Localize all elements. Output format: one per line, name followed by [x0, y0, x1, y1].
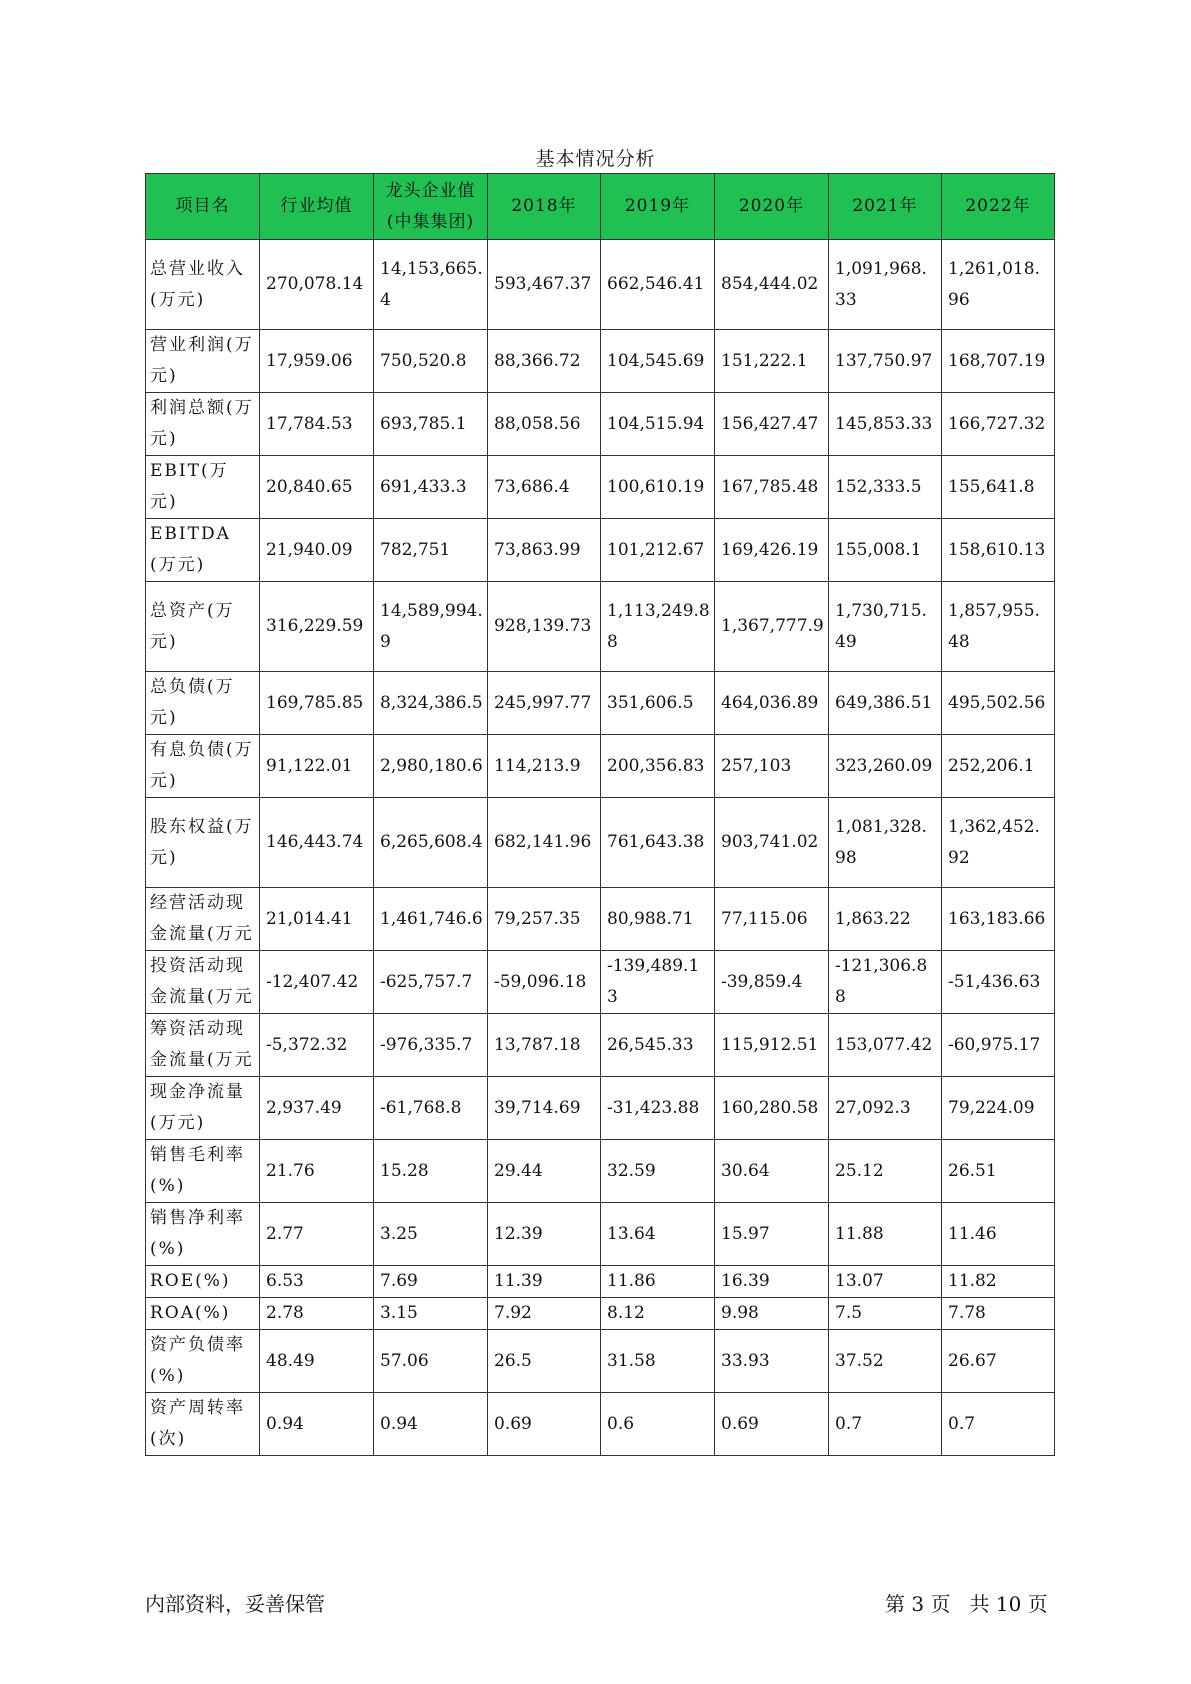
row-label-cell: 营业利润(万元)	[146, 330, 260, 393]
value-cell: 77,115.06	[715, 888, 829, 951]
value-cell: 21,014.41	[260, 888, 374, 951]
row-label-cell: 资产周转率(次)	[146, 1393, 260, 1456]
value-cell: 200,356.83	[601, 735, 715, 798]
value-cell: 1,367,777.9	[715, 582, 829, 672]
total-pages: 10	[995, 1592, 1022, 1616]
row-label-cell: 投资活动现金流量(万元	[146, 951, 260, 1014]
value-cell: 25.12	[829, 1140, 942, 1203]
value-cell: 158,610.13	[942, 519, 1055, 582]
value-cell: 351,606.5	[601, 672, 715, 735]
value-cell: -61,768.8	[374, 1077, 488, 1140]
row-label-cell: EBIT(万元)	[146, 456, 260, 519]
row-label-cell: 总营业收入(万元)	[146, 240, 260, 330]
value-cell: 11.86	[601, 1266, 715, 1298]
value-cell: 32.59	[601, 1140, 715, 1203]
value-cell: 2,937.49	[260, 1077, 374, 1140]
value-cell: 11.46	[942, 1203, 1055, 1266]
value-cell: 101,212.67	[601, 519, 715, 582]
value-cell: 168,707.19	[942, 330, 1055, 393]
header-row	[146, 174, 1055, 240]
value-cell: 682,141.96	[488, 798, 601, 888]
value-cell: 693,785.1	[374, 393, 488, 456]
value-cell: 15.28	[374, 1140, 488, 1203]
value-cell: 1,261,018.96	[942, 240, 1055, 330]
value-cell: 257,103	[715, 735, 829, 798]
value-cell: 8.12	[601, 1298, 715, 1330]
page-suffix: 页	[930, 1592, 951, 1616]
table-row	[146, 1266, 1055, 1298]
header-cell: 2022年	[942, 174, 1055, 240]
value-cell: 252,206.1	[942, 735, 1055, 798]
value-cell: 48.49	[260, 1330, 374, 1393]
row-label-cell: 股东权益(万元)	[146, 798, 260, 888]
row-label-cell: 总负债(万元)	[146, 672, 260, 735]
total-prefix: 共	[969, 1592, 990, 1616]
value-cell: 15.97	[715, 1203, 829, 1266]
header-cell: 项目名	[146, 174, 260, 240]
value-cell: 11.82	[942, 1266, 1055, 1298]
table-row	[146, 1393, 1055, 1456]
value-cell: 1,081,328.98	[829, 798, 942, 888]
value-cell: 750,520.8	[374, 330, 488, 393]
value-cell: 3.15	[374, 1298, 488, 1330]
value-cell: 11.88	[829, 1203, 942, 1266]
value-cell: 0.69	[715, 1393, 829, 1456]
value-cell: 13.07	[829, 1266, 942, 1298]
value-cell: 153,077.42	[829, 1014, 942, 1077]
value-cell: 270,078.14	[260, 240, 374, 330]
value-cell: 691,433.3	[374, 456, 488, 519]
table-row	[146, 582, 1055, 672]
value-cell: 323,260.09	[829, 735, 942, 798]
value-cell: 1,863.22	[829, 888, 942, 951]
table-row	[146, 393, 1055, 456]
table-header	[146, 174, 1055, 240]
value-cell: 903,741.02	[715, 798, 829, 888]
value-cell: 26,545.33	[601, 1014, 715, 1077]
value-cell: -39,859.4	[715, 951, 829, 1014]
value-cell: 152,333.5	[829, 456, 942, 519]
value-cell: 167,785.48	[715, 456, 829, 519]
table-row	[146, 1298, 1055, 1330]
value-cell: 79,224.09	[942, 1077, 1055, 1140]
value-cell: -60,975.17	[942, 1014, 1055, 1077]
value-cell: 1,362,452.92	[942, 798, 1055, 888]
value-cell: -139,489.13	[601, 951, 715, 1014]
value-cell: 33.93	[715, 1330, 829, 1393]
header-cell: 2020年	[715, 174, 829, 240]
value-cell: 0.7	[942, 1393, 1055, 1456]
value-cell: 114,213.9	[488, 735, 601, 798]
table-row	[146, 1140, 1055, 1203]
value-cell: 57.06	[374, 1330, 488, 1393]
value-cell: 26.5	[488, 1330, 601, 1393]
value-cell: -625,757.7	[374, 951, 488, 1014]
value-cell: 16.39	[715, 1266, 829, 1298]
value-cell: 21,940.09	[260, 519, 374, 582]
value-cell: 0.94	[374, 1393, 488, 1456]
value-cell: 155,641.8	[942, 456, 1055, 519]
table-row	[146, 735, 1055, 798]
table-body	[146, 240, 1055, 1456]
value-cell: 146,443.74	[260, 798, 374, 888]
table-row	[146, 330, 1055, 393]
value-cell: 37.52	[829, 1330, 942, 1393]
value-cell: -121,306.88	[829, 951, 942, 1014]
value-cell: 31.58	[601, 1330, 715, 1393]
value-cell: 17,959.06	[260, 330, 374, 393]
value-cell: 13.64	[601, 1203, 715, 1266]
row-label-cell: ROE(%)	[146, 1266, 260, 1298]
value-cell: 782,751	[374, 519, 488, 582]
value-cell: 115,912.51	[715, 1014, 829, 1077]
value-cell: 2,980,180.6	[374, 735, 488, 798]
value-cell: 137,750.97	[829, 330, 942, 393]
value-cell: 155,008.1	[829, 519, 942, 582]
header-cell: 龙头企业值(中集集团)	[374, 174, 488, 240]
value-cell: 6,265,608.4	[374, 798, 488, 888]
value-cell: 7.5	[829, 1298, 942, 1330]
total-suffix: 页	[1027, 1592, 1048, 1616]
value-cell: 151,222.1	[715, 330, 829, 393]
value-cell: 1,461,746.6	[374, 888, 488, 951]
value-cell: 169,426.19	[715, 519, 829, 582]
table-row	[146, 456, 1055, 519]
table-caption: 基本情况分析	[535, 148, 656, 170]
value-cell: 1,730,715.49	[829, 582, 942, 672]
value-cell: 29.44	[488, 1140, 601, 1203]
value-cell: 100,610.19	[601, 456, 715, 519]
value-cell: 166,727.32	[942, 393, 1055, 456]
value-cell: 12.39	[488, 1203, 601, 1266]
row-label-cell: ROA(%)	[146, 1298, 260, 1330]
value-cell: 13,787.18	[488, 1014, 601, 1077]
table-row	[146, 888, 1055, 951]
value-cell: 88,058.56	[488, 393, 601, 456]
value-cell: 1,113,249.88	[601, 582, 715, 672]
value-cell: 163,183.66	[942, 888, 1055, 951]
value-cell: 649,386.51	[829, 672, 942, 735]
footer-page-indicator	[885, 1588, 1048, 1617]
value-cell: 3.25	[374, 1203, 488, 1266]
value-cell: 2.77	[260, 1203, 374, 1266]
value-cell: 7.92	[488, 1298, 601, 1330]
value-cell: -51,436.63	[942, 951, 1055, 1014]
header-cell: 2021年	[829, 174, 942, 240]
value-cell: 6.53	[260, 1266, 374, 1298]
value-cell: 39,714.69	[488, 1077, 601, 1140]
value-cell: 7.78	[942, 1298, 1055, 1330]
value-cell: 104,545.69	[601, 330, 715, 393]
value-cell: 160,280.58	[715, 1077, 829, 1140]
value-cell: 169,785.85	[260, 672, 374, 735]
page-prefix: 第	[885, 1592, 905, 1616]
value-cell: 854,444.02	[715, 240, 829, 330]
value-cell: 0.6	[601, 1393, 715, 1456]
value-cell: 761,643.38	[601, 798, 715, 888]
value-cell: 27,092.3	[829, 1077, 942, 1140]
value-cell: 245,997.77	[488, 672, 601, 735]
footer-confidential-note: 内部资料，妥善保管	[145, 1592, 325, 1616]
value-cell: 79,257.35	[488, 888, 601, 951]
value-cell: 14,589,994.9	[374, 582, 488, 672]
value-cell: 14,153,665.4	[374, 240, 488, 330]
value-cell: 464,036.89	[715, 672, 829, 735]
value-cell: 17,784.53	[260, 393, 374, 456]
header-cell: 2018年	[488, 174, 601, 240]
value-cell: 495,502.56	[942, 672, 1055, 735]
value-cell: 662,546.41	[601, 240, 715, 330]
header-cell: 行业均值	[260, 174, 374, 240]
header-cell: 2019年	[601, 174, 715, 240]
value-cell: 145,853.33	[829, 393, 942, 456]
table-row	[146, 519, 1055, 582]
value-cell: 21.76	[260, 1140, 374, 1203]
row-label-cell: EBITDA(万元)	[146, 519, 260, 582]
value-cell: 91,122.01	[260, 735, 374, 798]
value-cell: 104,515.94	[601, 393, 715, 456]
value-cell: 30.64	[715, 1140, 829, 1203]
row-label-cell: 资产负债率(%)	[146, 1330, 260, 1393]
value-cell: 9.98	[715, 1298, 829, 1330]
row-label-cell: 筹资活动现金流量(万元	[146, 1014, 260, 1077]
row-label-cell: 经营活动现金流量(万元	[146, 888, 260, 951]
value-cell: 26.67	[942, 1330, 1055, 1393]
value-cell: 2.78	[260, 1298, 374, 1330]
value-cell: -5,372.32	[260, 1014, 374, 1077]
row-label-cell: 现金净流量(万元)	[146, 1077, 260, 1140]
row-label-cell: 有息负债(万元)	[146, 735, 260, 798]
value-cell: 316,229.59	[260, 582, 374, 672]
table-row	[146, 1014, 1055, 1077]
value-cell: -976,335.7	[374, 1014, 488, 1077]
table-row	[146, 951, 1055, 1014]
table-row	[146, 798, 1055, 888]
value-cell: 1,857,955.48	[942, 582, 1055, 672]
value-cell: 0.7	[829, 1393, 942, 1456]
value-cell: 11.39	[488, 1266, 601, 1298]
page-number: 3	[911, 1592, 925, 1616]
row-label-cell: 利润总额(万元)	[146, 393, 260, 456]
value-cell: 73,863.99	[488, 519, 601, 582]
value-cell: 20,840.65	[260, 456, 374, 519]
table-row	[146, 1203, 1055, 1266]
row-label-cell: 销售净利率(%)	[146, 1203, 260, 1266]
value-cell: 0.94	[260, 1393, 374, 1456]
row-label-cell: 总资产(万元)	[146, 582, 260, 672]
value-cell: 26.51	[942, 1140, 1055, 1203]
value-cell: 593,467.37	[488, 240, 601, 330]
financial-analysis-table	[145, 173, 1055, 1456]
table-row	[146, 1077, 1055, 1140]
value-cell: 88,366.72	[488, 330, 601, 393]
value-cell: -12,407.42	[260, 951, 374, 1014]
value-cell: 0.69	[488, 1393, 601, 1456]
table-row	[146, 1330, 1055, 1393]
value-cell: 8,324,386.5	[374, 672, 488, 735]
table-row	[146, 672, 1055, 735]
value-cell: -59,096.18	[488, 951, 601, 1014]
value-cell: 73,686.4	[488, 456, 601, 519]
value-cell: 80,988.71	[601, 888, 715, 951]
row-label-cell: 销售毛利率(%)	[146, 1140, 260, 1203]
value-cell: 7.69	[374, 1266, 488, 1298]
value-cell: 1,091,968.33	[829, 240, 942, 330]
value-cell: -31,423.88	[601, 1077, 715, 1140]
value-cell: 928,139.73	[488, 582, 601, 672]
table-row	[146, 240, 1055, 330]
value-cell: 156,427.47	[715, 393, 829, 456]
